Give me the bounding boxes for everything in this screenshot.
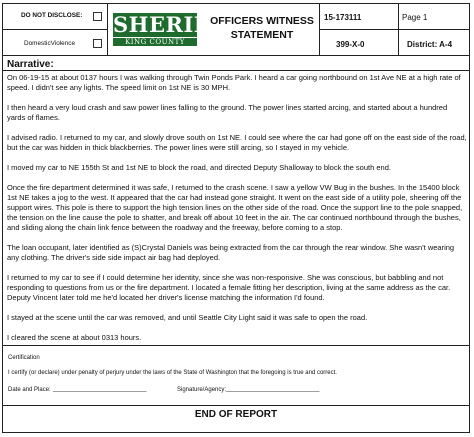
case-number: 15-173111 xyxy=(324,13,362,22)
do-not-disclose-label: DO NOT DISCLOSE: xyxy=(21,12,83,19)
witness-statement-form xyxy=(2,3,470,433)
logo-word: SHERIFF xyxy=(113,12,225,37)
narrative-paragraph: Once the fire department determined it was safe, I returned to the crash scene. I saw a yellow VW Bug in the bushes. In the 15400 block 1st NE takes a jog to the west. It appeared that the car had instead gone straight. It went on the east side of a utility pole, sheering off the support wires. This pole is there to support the high tension lines on the other side of the road. Once the support line to the pole snapped, the tension on the line cause the pole to shatter, and break off about 10 feet in the air. The car continued northbound through the bushes, and sliding along the chain link fence between the roadway and the freeway, before coming to a stop. xyxy=(7,183,463,232)
date-place-field[interactable]: ____________________________ xyxy=(53,386,147,392)
narrative-label: Narrative: xyxy=(7,59,54,70)
domestic-violence-label: DomesticViolence xyxy=(24,40,76,47)
signature-field[interactable]: ____________________________ xyxy=(226,386,320,392)
narrative-paragraph: I moved my car to NE 155th St and 1st NE to block the road, and directed Deputy Shalloway to block the south end. xyxy=(7,163,391,172)
narrative-paragraph: I cleared the scene at about 0313 hours. xyxy=(7,333,142,342)
narrative-paragraph: I returned to my car to see if I could determine her identity, since she was non-responsive. She was conscious, but babbling and not responding to questions from us or the fire department. I located a female fitting her description, living at the same address as the car. Deputy Vincent later told me he'd located her driver's license matching the information I'd found. xyxy=(7,273,451,302)
signature-label: Signature/Agency: xyxy=(177,387,227,393)
title-line-2: STATEMENT xyxy=(230,29,294,41)
narrative-paragraph: I advised radio. I returned to my car, and slowly drove south on 1st NE. I could see where the car had gone off on the east side of the road, but the car was hidden in thick blackberries. The power lines were still arcing, so I stayed in my vehicle. xyxy=(7,133,467,152)
narrative-body xyxy=(7,73,467,353)
narrative-paragraph: The loan occupant, later identified as (S)Crystal Daniels was being extracted from the car through the rear window. She wasn't wearing any clothing. The driver's side side impact air bag had deployed. xyxy=(7,243,455,262)
title-line-1: OFFICERS WITNESS xyxy=(210,15,314,27)
certification-heading: Certification xyxy=(8,355,40,361)
sheriff-logo xyxy=(113,12,225,46)
do-not-disclose-checkbox[interactable] xyxy=(93,12,102,21)
narrative-paragraph: I stayed at the scene until the car was removed, and until Seattle City Light said it was safe to open the road. xyxy=(7,313,368,322)
end-of-report: END OF REPORT xyxy=(194,409,278,420)
logo-subtitle: KING COUNTY xyxy=(113,37,197,46)
date-place-label: Date and Place: xyxy=(8,387,51,393)
unit-number: 399-X-0 xyxy=(336,40,365,49)
form-header xyxy=(3,4,469,56)
page-number: Page 1 xyxy=(402,13,428,22)
narrative-paragraph: I then heard a very loud crash and saw power lines falling to the ground. The power lines started arcing, and started about a hundred yards of flames. xyxy=(7,103,448,122)
certification-statement: I certify (or declare) under penalty of perjury under the laws of the State of Washington that the foregoing is true and correct. xyxy=(8,370,337,376)
domestic-violence-checkbox[interactable] xyxy=(93,39,102,48)
narrative-paragraph: On 06-19-15 at about 0137 hours I was walking through Twin Ponds Park. I heard a car going northbound on 1st Ave NE at a high rate of speed. I didn't see any lights. The speed limit on 1st NE is 30 MPH. xyxy=(7,73,461,92)
form-title xyxy=(201,14,323,42)
district: District: A-4 xyxy=(407,40,453,49)
